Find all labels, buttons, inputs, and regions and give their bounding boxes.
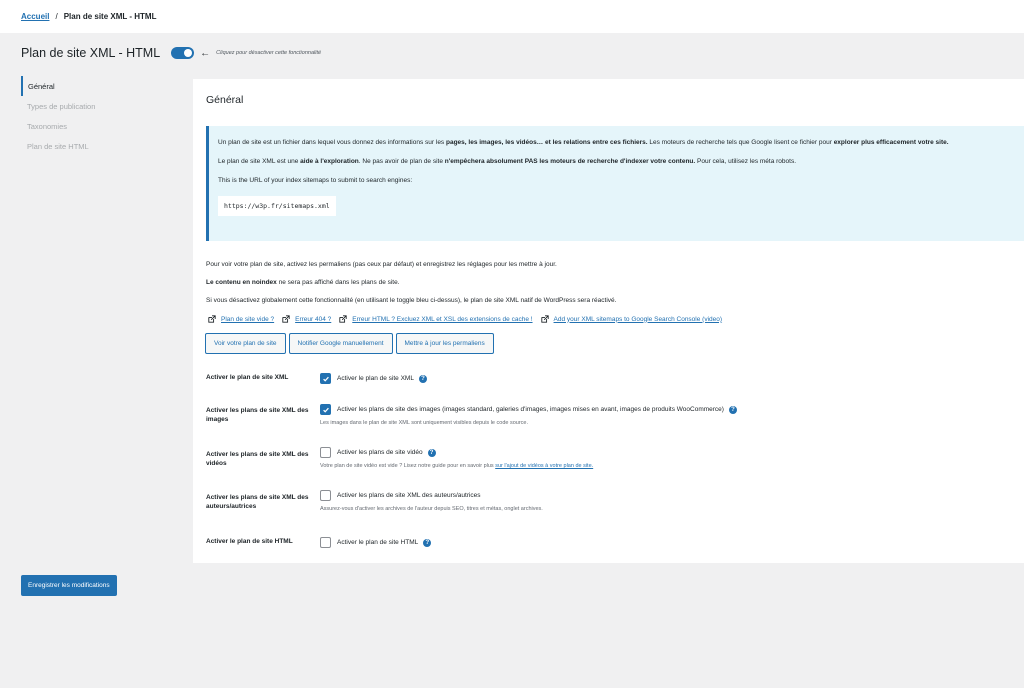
help-links bbox=[206, 315, 728, 323]
help-icon[interactable]: ? bbox=[423, 539, 431, 547]
link-search-console-video[interactable]: Add your XML sitemaps to Google Search Console (video) bbox=[553, 315, 723, 323]
xml-sitemap-checkbox[interactable] bbox=[320, 373, 331, 384]
setting-label: Activer les plans de site XML des images bbox=[206, 407, 309, 423]
checkbox-label[interactable]: Activer le plan de site XML bbox=[337, 375, 414, 382]
html-sitemap-checkbox[interactable] bbox=[320, 537, 331, 548]
setting-control bbox=[320, 447, 1020, 469]
checkbox-label[interactable]: Activer les plans de site XML des auteurs/autrices bbox=[337, 492, 481, 499]
external-link-icon bbox=[282, 315, 290, 323]
noindex-text: ne sera pas affiché dans les plans de site. bbox=[276, 279, 400, 286]
external-link-icon bbox=[339, 315, 347, 323]
setting-control bbox=[320, 373, 1020, 384]
notice-text: Un plan de site est un fichier dans lequel vous donnez des informations sur les bbox=[218, 139, 446, 146]
setting-label: Activer le plan de site HTML bbox=[206, 538, 293, 545]
toggle-hint: Cliquez pour désactiver cette fonctionnalité bbox=[216, 50, 322, 56]
toggle-knob bbox=[184, 49, 192, 57]
checkmark-icon bbox=[322, 375, 330, 383]
notice-text: Le plan de site XML est une bbox=[218, 158, 301, 165]
checkbox-label[interactable]: Activer les plans de site vidéo bbox=[337, 449, 423, 456]
setting-description bbox=[320, 463, 1020, 469]
tab-html-sitemap[interactable]: Plan de site HTML bbox=[27, 141, 89, 151]
checkbox-row bbox=[320, 373, 1020, 384]
view-sitemap-button[interactable]: Voir votre plan de site bbox=[205, 333, 286, 354]
setting-control bbox=[320, 490, 1020, 512]
settings-panel bbox=[193, 79, 1024, 563]
checkbox-row bbox=[320, 447, 1020, 458]
info-notice bbox=[206, 126, 1024, 241]
action-buttons bbox=[205, 333, 494, 354]
description-text: Votre plan de site vidéo est vide ? Lisez notre guide pour en savoir plus bbox=[320, 463, 496, 469]
setting-description: Les images dans le plan de site XML sont uniquement visibles depuis le code source. bbox=[320, 420, 529, 426]
link-empty-sitemap[interactable]: Plan de site vide ? bbox=[221, 315, 275, 323]
author-sitemap-checkbox[interactable] bbox=[320, 490, 331, 501]
arrow-left-icon: ← bbox=[200, 47, 211, 59]
help-icon[interactable]: ? bbox=[428, 449, 436, 457]
checkbox-label[interactable]: Activer les plans de site des images (images standard, galeries d'images, images mises en avant, images de produits WooCommerce) bbox=[337, 406, 724, 413]
page-header bbox=[21, 44, 321, 62]
help-icon[interactable]: ? bbox=[419, 375, 427, 383]
setting-label: Activer le plan de site XML bbox=[206, 374, 289, 381]
tab-general[interactable]: Général bbox=[21, 76, 171, 96]
checkmark-icon bbox=[322, 406, 330, 414]
noindex-info bbox=[206, 278, 616, 296]
notify-google-button[interactable]: Notifier Google manuellement bbox=[289, 333, 393, 354]
notice-bold: explorer plus efficacement votre site. bbox=[833, 139, 949, 146]
notice-bold: n'empêchera absolument PAS les moteurs de recherche d'indexer votre contenu. bbox=[444, 158, 696, 165]
video-guide-link[interactable]: sur l'ajout de vidéos à votre plan de site. bbox=[495, 463, 594, 469]
breadcrumb-separator: / bbox=[55, 12, 58, 21]
breadcrumb bbox=[0, 0, 1024, 33]
checkbox-row bbox=[320, 537, 1020, 548]
notice-paragraph-3: This is the URL of your index sitemaps to submit to search engines: bbox=[218, 177, 413, 184]
image-sitemap-checkbox[interactable] bbox=[320, 404, 331, 415]
setting-control bbox=[320, 537, 1020, 548]
video-sitemap-checkbox[interactable] bbox=[320, 447, 331, 458]
permalinks-info: Pour voir votre plan de site, activez les permaliens (pas ceux par défaut) et enregistrez les réglages pour les mettre à jour. bbox=[206, 261, 557, 268]
link-html-error[interactable]: Erreur HTML ? Excluez XML et XSL des extensions de cache ! bbox=[352, 315, 533, 323]
notice-bold: aide à l'exploration bbox=[300, 158, 359, 165]
settings-tabs bbox=[21, 76, 171, 156]
checkbox-row bbox=[320, 490, 1020, 501]
link-404-error[interactable]: Erreur 404 ? bbox=[295, 315, 332, 323]
notice-text: . Ne pas avoir de plan de site bbox=[358, 158, 445, 165]
external-link-icon bbox=[541, 315, 549, 323]
noindex-bold: Le contenu en noindex bbox=[206, 279, 277, 286]
notice-text: Les moteurs de recherche tels que Google lisent ce fichier pour bbox=[647, 139, 834, 146]
page-title: Plan de site XML - HTML bbox=[21, 46, 161, 60]
tab-taxonomies[interactable]: Taxonomies bbox=[27, 121, 68, 131]
sitemap-url: https://w3p.fr/sitemaps.xml bbox=[218, 196, 336, 216]
checkbox-row bbox=[320, 404, 1020, 415]
setting-label: Activer les plans de site XML des auteurs/autrices bbox=[206, 494, 309, 510]
info-text bbox=[206, 260, 616, 314]
update-permalinks-button[interactable]: Mettre à jour les permaliens bbox=[396, 333, 494, 354]
breadcrumb-current: Plan de site XML - HTML bbox=[63, 12, 157, 21]
setting-label: Activer les plans de site XML des vidéos bbox=[206, 451, 309, 467]
checkbox-label[interactable]: Activer le plan de site HTML bbox=[337, 539, 419, 546]
notice-paragraph-1 bbox=[218, 138, 1024, 147]
breadcrumb-home-link[interactable]: Accueil bbox=[21, 12, 50, 21]
tab-post-types[interactable]: Types de publication bbox=[27, 101, 96, 111]
feature-toggle[interactable] bbox=[171, 47, 194, 59]
external-link-icon bbox=[208, 315, 216, 323]
help-icon[interactable]: ? bbox=[729, 406, 737, 414]
setting-control bbox=[320, 404, 1020, 426]
notice-bold: pages, les images, les vidéos… et les relations entre ces fichiers. bbox=[446, 139, 648, 146]
panel-title: Général bbox=[206, 94, 244, 106]
toggle-info: Si vous désactivez globalement cette fonctionnalité (en utilisant le toggle bleu ci-dessus), le plan de site XML natif de WordPress sera réactivé. bbox=[206, 297, 617, 304]
save-changes-button[interactable]: Enregistrer les modifications bbox=[21, 575, 117, 596]
notice-text: Pour cela, utilisez les méta robots. bbox=[695, 158, 796, 165]
notice-paragraph-2 bbox=[218, 157, 1024, 166]
setting-description: Assurez-vous d'activer les archives de l'auteur depuis SEO, titres et métas, onglet archives. bbox=[320, 506, 543, 512]
